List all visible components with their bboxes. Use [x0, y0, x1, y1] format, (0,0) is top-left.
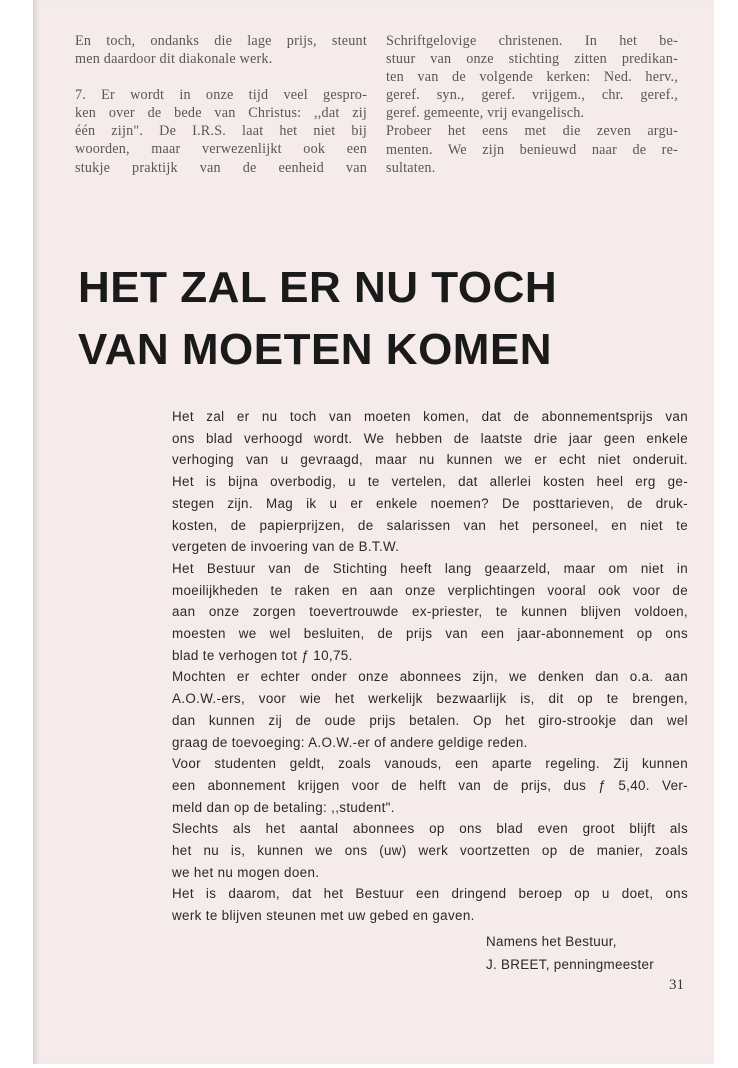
text-line: ten van de volgende kerken: Ned. herv.,: [386, 69, 678, 86]
text-line: Het is daarom, dat het Bestuur een dringend beroep op u doet, ons: [172, 886, 688, 902]
text-line: vergeten de invoering van de B.T.W.: [172, 539, 400, 555]
right-column-text: [386, 32, 678, 177]
text-line: Voor studenten geldt, zoals vanouds, een aparte regeling. Zij kunnen: [172, 756, 688, 772]
text-line: aan onze zorgen toevertrouwde ex-priester, te kunnen blijven voldoen,: [172, 604, 688, 620]
text-line: Mochten er echter onder onze abonnees zijn, we denken dan o.a. aan: [172, 669, 688, 685]
text-line: blad te verhogen tot ƒ 10,75.: [172, 647, 353, 663]
text-line: 7. Er wordt in onze tijd veel gespro-: [75, 87, 367, 104]
text-line: Het Bestuur van de Stichting heeft lang geaarzeld, maar om niet in: [172, 560, 688, 576]
text-line: kosten, de papierprijzen, de salarissen van het personeel, en niet te: [172, 517, 688, 533]
text-line: stuur van onze stichting zitten predikan-: [386, 51, 678, 68]
text-line: Probeer het eens met die zeven argu-: [386, 123, 678, 140]
text-line: ken over de bede van Christus: ,,dat zij: [75, 105, 367, 122]
headline-line-2: VAN MOETEN KOMEN: [78, 325, 553, 374]
text-line: En toch, ondanks die lage prijs, steunt: [75, 33, 367, 49]
text-line: geref. gemeente, vrij evangelisch.: [386, 105, 585, 122]
text-line: graag de toevoeging: A.O.W.-er of andere geldige reden.: [172, 734, 528, 750]
text-line: dan kunnen zij de oude prijs betalen. Op het giro-strookje dan wel: [172, 712, 688, 728]
text-line: A.O.W.-ers, voor wie het werkelijk bezwaarlijk is, dit op te brengen,: [172, 691, 688, 707]
text-line: één zijn". De I.R.S. laat het niet bij: [75, 123, 367, 140]
text-line: Schriftgelovige christenen. In het be-: [386, 33, 678, 49]
text-line: ons blad verhoogd wordt. We hebben de laatste drie jaar geen enkele: [172, 430, 688, 446]
text-line: moeilijkheden te raken en aan onze verplichtingen vooral ook voor de: [172, 582, 688, 598]
text-line: een abonnement krijgen voor de helft van de prijs, dus ƒ 5,40. Ver-: [172, 777, 688, 793]
page-number: 31: [669, 977, 684, 993]
text-line: meld dan op de betaling: ,,student".: [172, 799, 395, 815]
text-line: verhoging van u gevraagd, maar nu kunnen we er echt niet onderuit.: [172, 452, 688, 468]
text-line: sultaten.: [386, 159, 436, 176]
text-line: Slechts als het aantal abonnees op ons blad even groot blijft als: [172, 821, 688, 837]
paragraph-gap: [75, 68, 367, 86]
signature-name: J. BREET, penningmeester: [486, 957, 654, 972]
headline-line-1: HET ZAL ER NU TOCH: [78, 263, 558, 312]
text-line: Het is bijna overbodig, u te vertelen, dat allerlei kosten heel erg ge-: [172, 474, 688, 490]
text-line: men daardoor dit diakonale werk.: [75, 51, 273, 68]
text-line: woorden, maar verwezenlijkt ook een: [75, 141, 367, 158]
left-column-text: [75, 32, 367, 177]
text-line: we het nu mogen doen.: [172, 864, 320, 880]
text-line: geref. syn., geref. vrijgem., chr. geref.,: [386, 87, 678, 104]
text-line: het nu is, kunnen we ons (uw) werk voortzetten op de manier, zoals: [172, 843, 688, 859]
text-line: moesten we wel besluiten, de prijs van een jaar-abonnement op ons: [172, 626, 688, 642]
text-line: stegen zijn. Mag ik u er enkele noemen? De posttarieven, de druk-: [172, 495, 688, 511]
text-line: Het zal er nu toch van moeten komen, dat de abonnementsprijs van: [172, 409, 688, 424]
signature-closing: Namens het Bestuur,: [486, 934, 617, 949]
text-line: stukje praktijk van de eenheid van: [75, 159, 367, 176]
article-body: [172, 406, 688, 927]
text-line: menten. We zijn benieuwd naar de re-: [386, 141, 678, 158]
text-line: werk te blijven steunen met uw gebed en gaven.: [172, 908, 475, 924]
